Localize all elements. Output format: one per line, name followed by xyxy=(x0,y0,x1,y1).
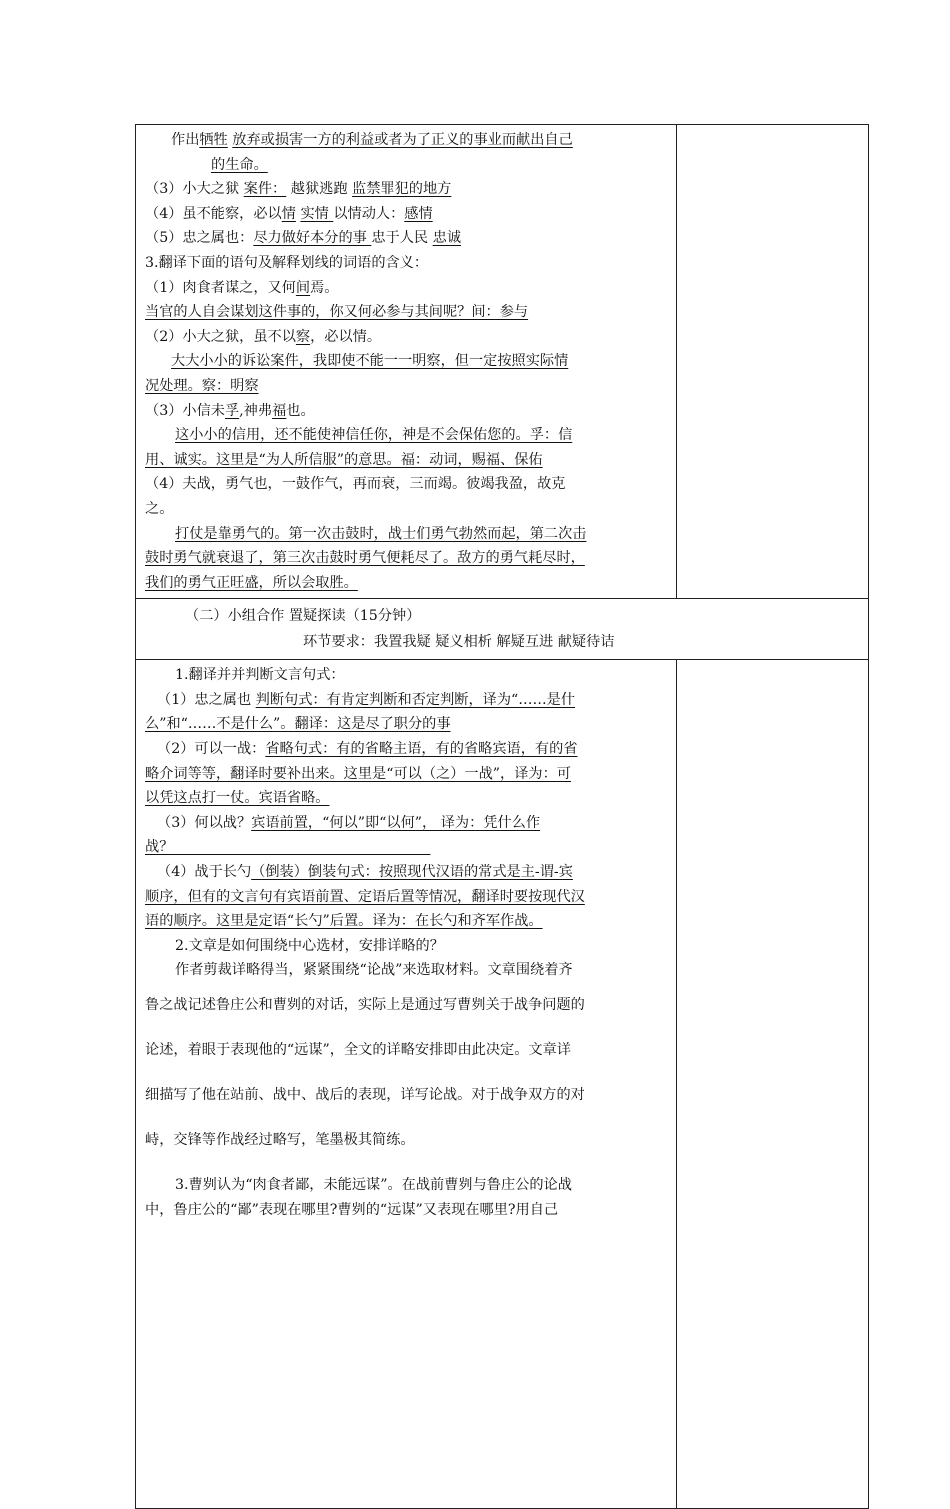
q3-answer-1 xyxy=(145,423,668,448)
line-item-5 xyxy=(145,226,668,251)
q1-answer: 当官的人自会谋划这件事的，你又何必参与其间呢？间：参与 xyxy=(145,304,529,321)
answer: 况处理。察：明察 xyxy=(145,377,259,394)
keyword: 福 xyxy=(272,402,287,419)
answer: 我们的勇气正旺盛，所以会取胜。 xyxy=(145,574,358,591)
text: （3）何以战？ xyxy=(157,814,252,831)
side-cell-notes-1 xyxy=(677,125,869,599)
q2-answer-line-5: 峙，交锋等作战经过略写，笔墨极其简练。 xyxy=(145,1132,415,1148)
answer: 省略句式：有的省略主语，有的省略宾语，有的省 xyxy=(265,741,578,758)
text: （2）小大之狱，虽不以 xyxy=(145,328,296,345)
p1-line-2 xyxy=(145,712,668,737)
text: （5）忠之属也： xyxy=(145,230,254,247)
answer: 这小小的信用，还不能使神信任你，神是不会保佑您的。孚：信 xyxy=(175,427,573,444)
text: 焉。 xyxy=(310,279,339,296)
q4-text-2: 之。 xyxy=(145,500,174,517)
p3-line-1 xyxy=(145,811,668,836)
keyword: 间 xyxy=(295,279,311,296)
answer: 略介词等等，翻译时要补出来。这里是“可以（之）一战”，译为：可 xyxy=(145,765,571,782)
answer: 放弃或损害一方的利益或者为了正义的事业而献出自己 xyxy=(232,132,573,148)
section-title: （二）小组合作 置疑探读（15分钟） xyxy=(185,608,421,625)
q2-answer-line-4: 细描写了他在站前、战中、战后的表现，详写论战。对于战争双方的对 xyxy=(145,1087,585,1103)
q2-text xyxy=(145,325,668,350)
text: 以情动人： xyxy=(333,205,405,222)
answer: 么”和“……不是什么”。翻译：这是尽了职分的事 xyxy=(145,716,451,733)
keyword: 孚 xyxy=(224,402,240,419)
text: 忠于人民 xyxy=(371,230,433,247)
line-sacrifice xyxy=(145,128,668,153)
q2-answer-line-2: 鲁之战记述鲁庄公和曹刿的对话，实际上是通过写曹刿关于战争问题的 xyxy=(145,997,585,1013)
answer: 宾语前置，“何以”即“以何”， 译为：凭什么作 xyxy=(251,814,541,831)
q1-text xyxy=(145,276,668,301)
answer: 语的顺序。这里是定语“长勺”后置。译为：在长勺和齐军作战。 xyxy=(145,913,543,930)
line-item-3 xyxy=(145,177,668,202)
lesson-table xyxy=(135,124,869,1509)
line-item-4 xyxy=(145,202,668,227)
main-cell-analysis xyxy=(136,660,677,1509)
answer: 战？ xyxy=(145,839,431,856)
p4-line-2 xyxy=(145,885,668,910)
answer: 实情 xyxy=(300,205,334,222)
q2-answer-1 xyxy=(145,349,668,374)
text: ，必以情。 xyxy=(310,328,382,345)
p2-line-1 xyxy=(145,737,668,762)
q2-answer-2 xyxy=(145,374,668,399)
text: ,神弗 xyxy=(239,402,273,419)
text: （1）肉食者谋之，又何 xyxy=(145,279,296,296)
answer: 忠诚 xyxy=(432,230,462,247)
answer: 尽力做好本分的事 xyxy=(253,230,372,247)
answer: 用、诚实。这里是“为人所信服”的意思。福：动词，赐福、保佑 xyxy=(145,451,543,468)
keyword: 牺牲 xyxy=(199,132,228,148)
q3-answer-2 xyxy=(145,448,668,473)
text: （4）虽不能察，必以 xyxy=(145,205,282,222)
answer: 打仗是靠勇气的。第一次击鼓时，战士们勇气勃然而起，第二次击 xyxy=(175,525,587,542)
q3-text xyxy=(145,399,668,424)
answer: 鼓时勇气就衰退了，第三次击鼓时勇气便耗尽了。敌方的勇气耗尽时， xyxy=(145,550,585,567)
answer: 感情 xyxy=(404,205,433,222)
spacer xyxy=(145,1163,668,1173)
text: （3）小信未 xyxy=(145,402,225,419)
answer: （倒装）倒装句式：按照现代汉语的常式是主-谓-宾 xyxy=(251,864,573,881)
answer: 以凭这点打一仗。宾语省略。 xyxy=(145,790,330,807)
question-3-title: 3.翻译下面的语句及解释划线的词语的含义： xyxy=(145,254,429,271)
side-cell-notes-2 xyxy=(677,660,869,1509)
section-header-cell xyxy=(136,599,869,660)
q4-answer-3 xyxy=(145,571,668,596)
p4-line-3 xyxy=(145,909,668,934)
q4-text-1: （4）夫战，勇气也，一鼓作气，再而衰，三而竭。彼竭我盈，故克 xyxy=(145,476,566,493)
p4-line-1 xyxy=(145,860,668,885)
text: 越狱逃跑 xyxy=(286,181,353,198)
q2-answer-line-3: 论述，着眼于表现他的“远谋”，全文的详略安排即由此决定。文章详 xyxy=(145,1042,571,1058)
answer: 判断句式：有肯定判断和否定判断，译为“……是什 xyxy=(255,691,576,708)
answer: 大大小小的诉讼案件，我即使不能一一明察，但一定按照实际情 xyxy=(171,353,569,370)
p1-line-1 xyxy=(145,688,668,713)
text: （1）忠之属也 xyxy=(157,691,256,708)
line-sacrifice-cont xyxy=(145,153,668,178)
keyword: 察 xyxy=(295,328,311,345)
q2-answer-line-1: 作者剪裁详略得当，紧紧围绕“论战”来选取材料。文章围绕着齐 xyxy=(175,962,573,979)
p2-line-2 xyxy=(145,762,668,787)
answer: 的生命。 xyxy=(211,156,268,173)
q4-answer-2 xyxy=(145,546,668,571)
answer: 监禁罪犯的地方 xyxy=(352,181,452,198)
analysis-q3-title-2: 中，鲁庄公的“鄙”表现在哪里?曹刿的“远谋”又表现在哪里?用自己 xyxy=(145,1201,559,1218)
text: （2）可以一战： xyxy=(157,741,266,758)
analysis-q2-title: 2.文章是如何围绕中心选材，安排详略的？ xyxy=(175,937,444,954)
text: 也。 xyxy=(286,402,315,419)
text: 作出 xyxy=(171,132,200,148)
analysis-q1-title: 1.翻译并并判断文言句式： xyxy=(175,667,345,684)
analysis-q3-title-1: 3.曹刿认为“肉食者鄙，未能远谋”。在战前曹刿与鲁庄公的论战 xyxy=(175,1177,572,1193)
p2-line-3 xyxy=(145,786,668,811)
main-cell-translation xyxy=(136,125,677,599)
keyword: 情 xyxy=(281,205,296,222)
q4-answer-1 xyxy=(145,522,668,547)
text: （3）小大之狱 xyxy=(145,181,244,198)
p3-line-2 xyxy=(145,835,668,860)
answer: 顺序，但有的文言句有宾语前置、定语后置等情况，翻译时要按现代汉 xyxy=(145,888,585,905)
text: （4）战于长勺 xyxy=(157,864,252,881)
answer: 案件： xyxy=(243,181,287,198)
section-requirement: 环节要求：我置我疑 疑义相析 解疑互进 献疑待诘 xyxy=(303,634,615,651)
